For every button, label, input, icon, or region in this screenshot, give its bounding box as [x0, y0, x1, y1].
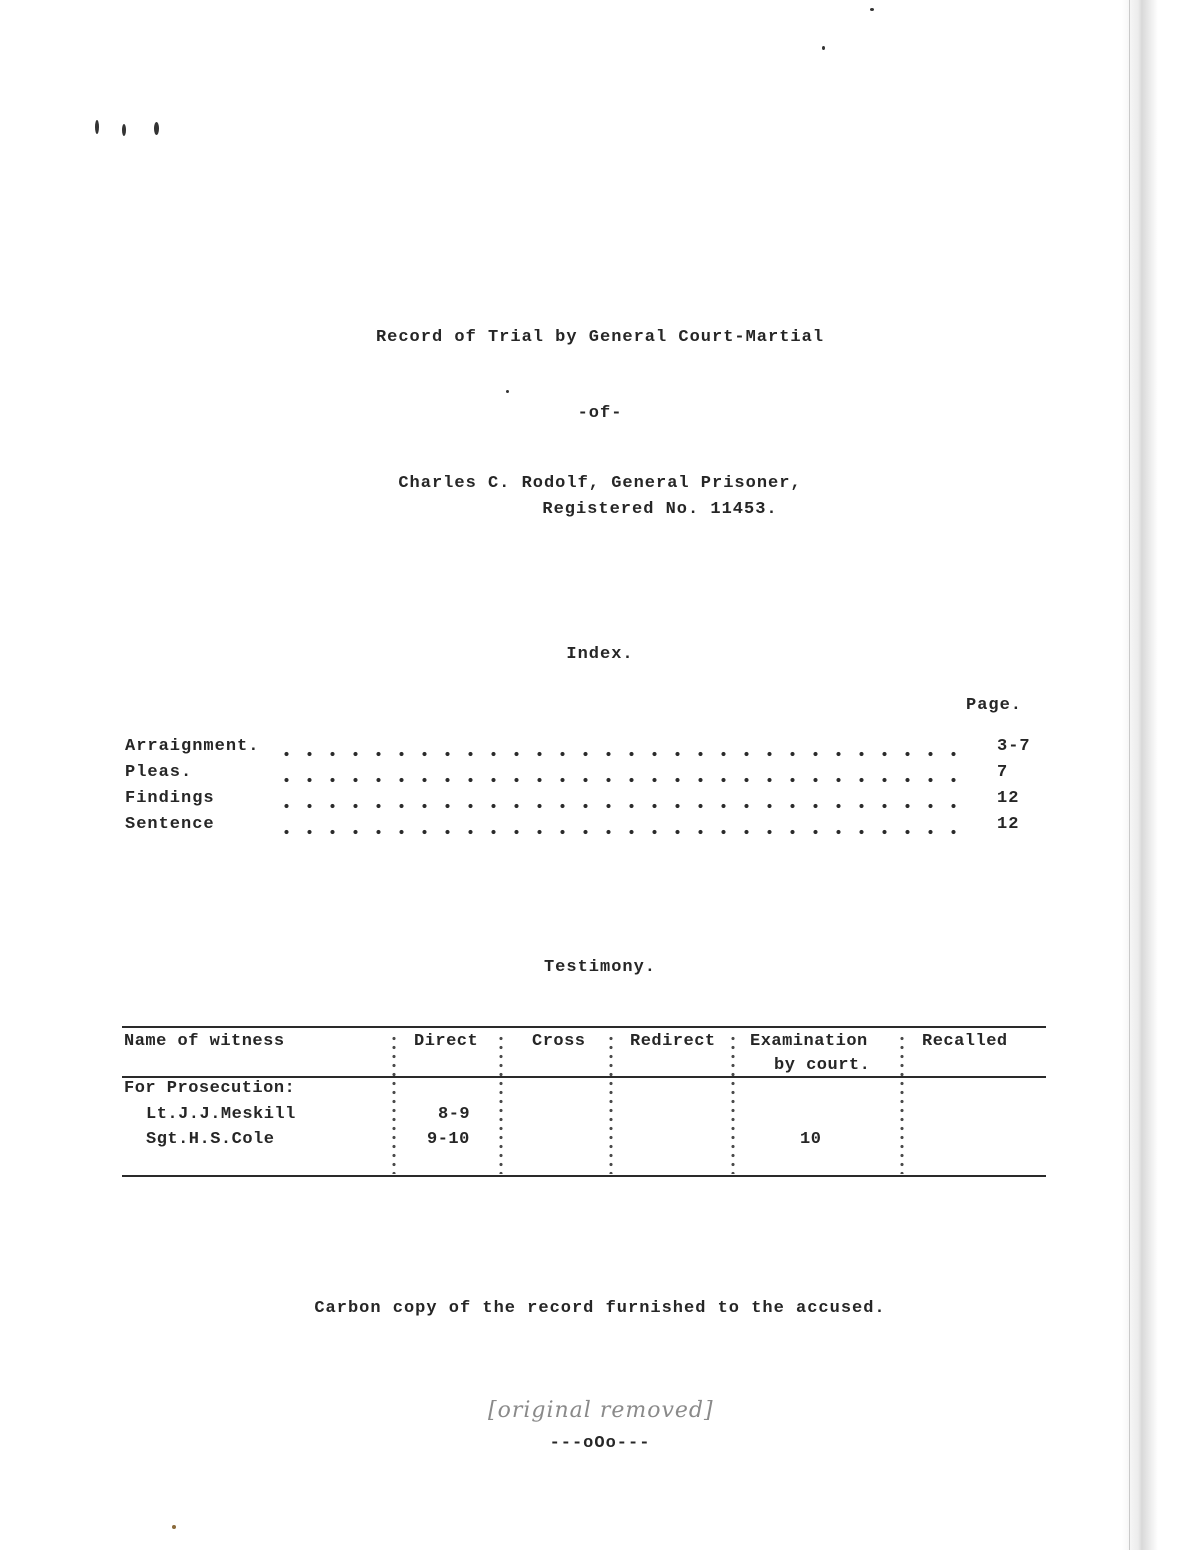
column-separator [900, 1034, 904, 1174]
prisoner-name: Charles C. Rodolf, General Prisoner, [398, 474, 802, 493]
page-column-label: Page. [966, 696, 1023, 715]
leader-dots [275, 829, 965, 835]
end-mark: ---oOo--- [549, 1434, 651, 1453]
column-separator [731, 1034, 735, 1174]
witness-name: Lt.J.J.Meskill [146, 1105, 296, 1124]
index-item-label: Findings [125, 789, 215, 808]
column-header-examination: Examination [750, 1032, 868, 1051]
index-item-label: Sentence [125, 815, 215, 834]
column-separator [609, 1034, 613, 1174]
index-row [125, 737, 1035, 763]
index-item-label: Pleas. [125, 763, 193, 782]
index-list [125, 737, 1035, 841]
scan-speck [870, 8, 874, 11]
witness-name: Sgt.H.S.Cole [146, 1130, 275, 1149]
leader-dots [275, 751, 965, 757]
column-header-examination-line2: by court. [774, 1056, 871, 1075]
registered-number: Registered No. 11453. [542, 500, 778, 519]
handwritten-annotation: [original removed] [488, 1398, 714, 1423]
witness-direct-pages: 8-9 [438, 1105, 471, 1124]
index-row [125, 763, 1035, 789]
table-bottom-rule [122, 1175, 1046, 1177]
column-header-direct: Direct [414, 1032, 479, 1051]
column-header-redirect: Redirect [630, 1032, 716, 1051]
index-item-label: Arraignment. [125, 737, 260, 756]
leader-dots [275, 803, 965, 809]
scan-speck [154, 122, 159, 135]
testimony-table [122, 1026, 1046, 1178]
table-top-rule [122, 1026, 1046, 1028]
index-heading: Index. [566, 645, 634, 664]
scan-speck [172, 1525, 176, 1529]
carbon-copy-note: Carbon copy of the record furnished to the accused. [314, 1299, 886, 1318]
column-separator [392, 1034, 396, 1174]
scan-speck [506, 390, 509, 393]
index-item-page: 12 [997, 815, 1020, 834]
table-header-rule [122, 1076, 1046, 1078]
witness-direct-pages: 9-10 [427, 1130, 470, 1149]
of-line: -of- [577, 404, 623, 423]
column-header-name: Name of witness [124, 1032, 285, 1051]
index-row [125, 815, 1035, 841]
index-item-page: 12 [997, 789, 1020, 808]
column-header-cross: Cross [532, 1032, 586, 1051]
testimony-heading: Testimony. [543, 958, 657, 977]
index-item-page: 3-7 [997, 737, 1031, 756]
scan-speck [95, 120, 99, 134]
column-separator [499, 1034, 503, 1174]
record-title: Record of Trial by General Court-Martial [375, 328, 825, 347]
group-label-prosecution: For Prosecution: [124, 1079, 296, 1098]
index-item-page: 7 [997, 763, 1009, 782]
scan-speck [822, 46, 825, 50]
index-row [125, 789, 1035, 815]
scan-speck [122, 124, 126, 136]
leader-dots [275, 777, 965, 783]
witness-examination-pages: 10 [800, 1130, 822, 1149]
column-header-recalled: Recalled [922, 1032, 1008, 1051]
